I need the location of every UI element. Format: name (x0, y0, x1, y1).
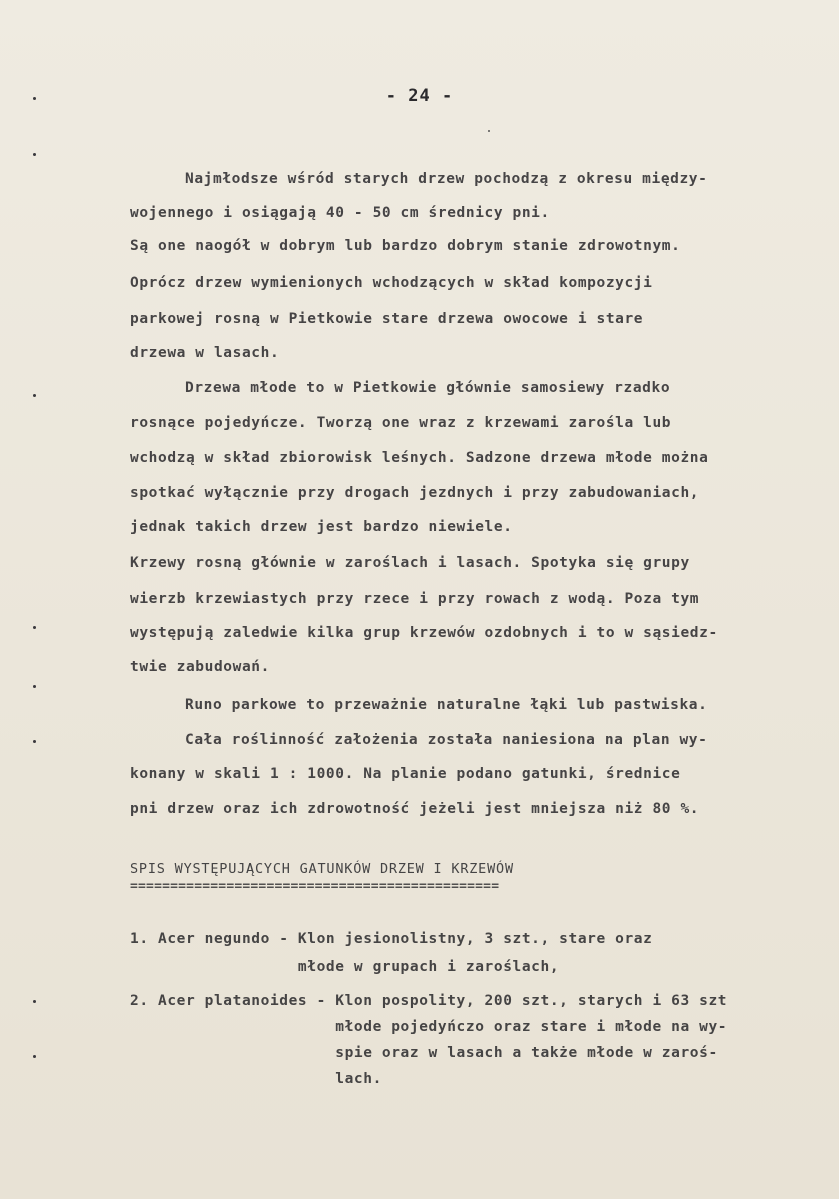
margin-dot (33, 740, 36, 743)
margin-dot (33, 1055, 36, 1058)
list-item-line: młode w grupach i zaroślach, (130, 959, 560, 975)
list-item-line: 1. Acer negundo - Klon jesionolistny, 3 szt., stare oraz (130, 931, 653, 947)
text-line: Są one naogół w dobrym lub bardzo dobrym stanie zdrowotnym. (130, 238, 681, 254)
text-line: wojennego i osiągają 40 - 50 cm średnicy pni. (130, 205, 550, 221)
text-line: Najmłodsze wśród starych drzew pochodzą z okresu między- (185, 171, 708, 187)
page-number: - 24 - (385, 86, 454, 106)
list-item-line: młode pojedyńczo oraz stare i młode na wy- (130, 1019, 728, 1035)
text-line: parkowej rosną w Pietkowie stare drzewa owocowe i stare (130, 311, 644, 327)
text-line: drzewa w lasach. (130, 345, 280, 361)
text-line: Drzewa młode to w Pietkowie głównie samosiewy rzadko (185, 380, 671, 396)
list-heading: SPIS WYSTĘPUJĄCYCH GATUNKÓW DRZEW I KRZEWÓW (130, 861, 514, 877)
text-line: rosnące pojedyńcze. Tworzą one wraz z krzewami zarośla lub (130, 415, 672, 431)
margin-dot (33, 626, 36, 629)
heading-underline: ============================================== (130, 879, 500, 894)
list-item-line: 2. Acer platanoides - Klon pospolity, 200 szt., starych i 63 szt (130, 993, 728, 1009)
list-item-line: spie oraz w lasach a także młode w zaroś- (130, 1045, 718, 1061)
margin-dot (33, 1000, 36, 1003)
text-line: pni drzew oraz ich zdrowotność jeżeli jest mniejsza niż 80 %. (130, 801, 700, 817)
text-line: wchodzą w skład zbiorowisk leśnych. Sadzone drzewa młode można (130, 450, 709, 466)
text-line: konany w skali 1 : 1000. Na planie podano gatunki, średnice (130, 766, 681, 782)
text-line: Cała roślinność założenia została naniesiona na plan wy- (185, 732, 708, 748)
text-line: twie zabudowań. (130, 659, 270, 675)
text-line: Krzewy rosną głównie w zaroślach i lasach. Spotyka się grupy (130, 555, 690, 571)
text-line: Runo parkowe to przeważnie naturalne łąki lub pastwiska. (185, 697, 708, 713)
margin-dot (33, 685, 36, 688)
text-line: jednak takich drzew jest bardzo niewiele. (130, 519, 513, 535)
text-line: występują zaledwie kilka grup krzewów ozdobnych i to w sąsiedz- (130, 625, 718, 641)
text-line: Oprócz drzew wymienionych wchodzących w skład kompozycji (130, 275, 653, 291)
paper-speck (488, 130, 490, 132)
text-line: spotkać wyłącznie przy drogach jezdnych i przy zabudowaniach, (130, 485, 700, 501)
list-item-line: lach. (130, 1071, 382, 1087)
text-line: wierzb krzewiastych przy rzece i przy rowach z wodą. Poza tym (130, 591, 700, 607)
margin-dot (33, 153, 36, 156)
margin-dot (33, 394, 36, 397)
